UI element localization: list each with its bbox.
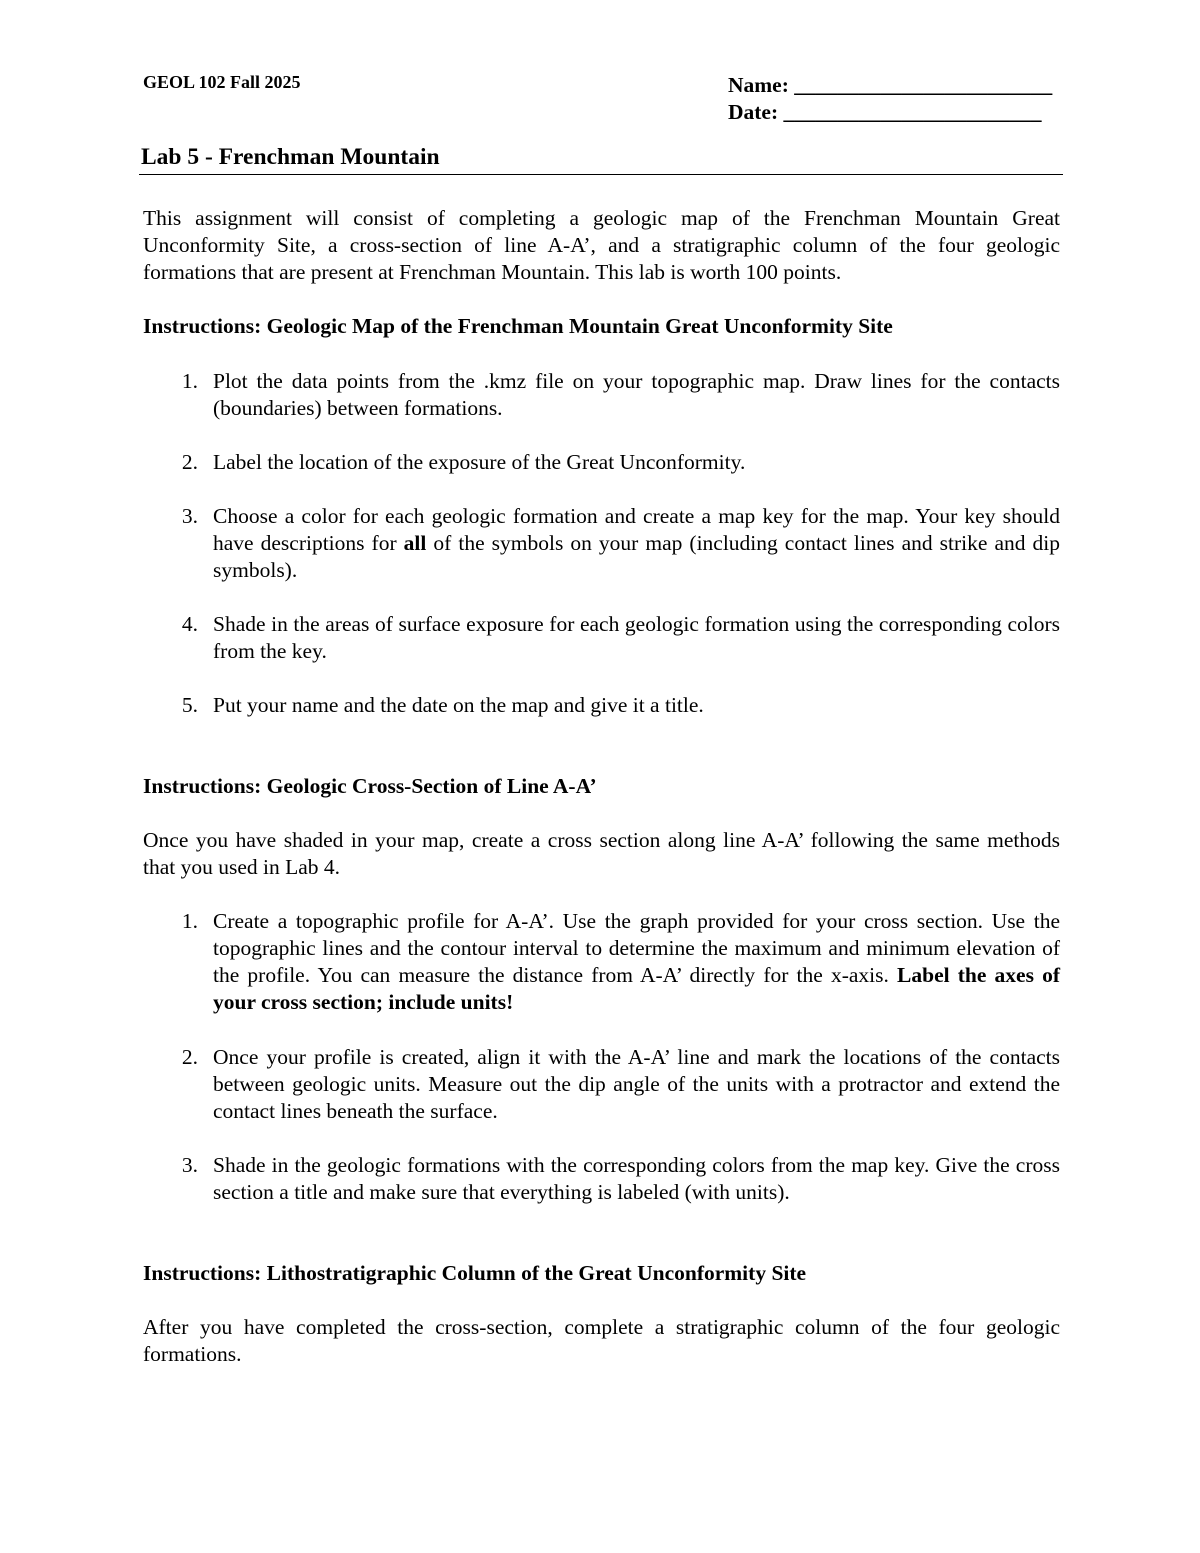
- emphasis-text: Label the axes of your cross section; include units!: [213, 963, 1061, 1014]
- lab-title: Lab 5 - Frenchman Mountain: [141, 144, 440, 170]
- course-label: GEOL 102 Fall 2025: [143, 72, 301, 92]
- cross-section-instructions-heading: Instructions: Geologic Cross-Section of Line A-A’: [143, 774, 597, 798]
- map-instructions-heading: Instructions: Geologic Map of the Frenchman Mountain Great Unconformity Site: [143, 314, 893, 338]
- list-item-number: 1.: [181, 369, 198, 393]
- list-item-text: Shade in the geologic formations with the corresponding colors from the map key. Give the cross section a title and make sure that everything is labeled (with units).: [213, 1153, 1060, 1204]
- list-item-text: [213, 908, 1060, 1016]
- list-item-number: 3.: [181, 504, 198, 528]
- list-item-number: 5.: [181, 693, 198, 717]
- list-item-number: 4.: [181, 612, 198, 636]
- list-item-text: Once your profile is created, align it with the A-A’ line and mark the locations of the contacts between geologic units. Measure out the dip angle of the units with a protractor and extend the contact lines beneath the surface.: [213, 1045, 1060, 1123]
- list-item-number: 3.: [181, 1153, 198, 1177]
- strat-column-instructions-heading: Instructions: Lithostratigraphic Column of the Great Unconformity Site: [143, 1261, 807, 1285]
- list-item-number: 2.: [181, 1045, 198, 1069]
- list-item-number: 2.: [181, 450, 198, 474]
- list-item-text: Label the location of the exposure of the Great Unconformity.: [213, 450, 746, 474]
- list-item-text-part: Create a topographic profile for A-A’. Use the graph provided for your cross section. Use the topographic lines and the contour interval to determine the maximum and minimum elevation of the profile. You can measure the distance from A-A’ directly for the x-axis.: [213, 909, 1060, 987]
- strat-column-paragraph: After you have completed the cross-section, complete a stratigraphic column of the four geologic formations.: [143, 1315, 1060, 1366]
- cross-section-intro-paragraph: Once you have shaded in your map, create a cross section along line A-A’ following the same methods that you used in Lab 4.: [143, 828, 1060, 879]
- emphasis-text: all: [403, 531, 427, 555]
- date-field-line: Date: ________________________: [728, 100, 1042, 124]
- intro-paragraph: This assignment will consist of completing a geologic map of the Frenchman Mountain Great Unconformity Site, a cross-section of line A-A’, and a stratigraphic column of the four geologic formations that are present at Frenchman Mountain. This lab is worth 100 points.: [143, 206, 1060, 284]
- list-item-text: Plot the data points from the .kmz file on your topographic map. Draw lines for the contacts (boundaries) between formations.: [213, 369, 1060, 420]
- list-item-number: 1.: [181, 909, 198, 933]
- list-item-text: Shade in the areas of surface exposure for each geologic formation using the corresponding colors from the key.: [213, 612, 1060, 663]
- title-underline-divider: [139, 174, 1063, 175]
- list-item-text: [213, 503, 1060, 584]
- name-field-line: Name: ________________________: [728, 73, 1053, 97]
- list-item-text: Put your name and the date on the map and give it a title.: [213, 693, 704, 717]
- list-item-text-part: of the symbols on your map (including contact lines and strike and dip symbols).: [213, 531, 1060, 582]
- list-item-text-part: Choose a color for each geologic formation and create a map key for the map. Your key should have descriptions for: [213, 504, 1060, 555]
